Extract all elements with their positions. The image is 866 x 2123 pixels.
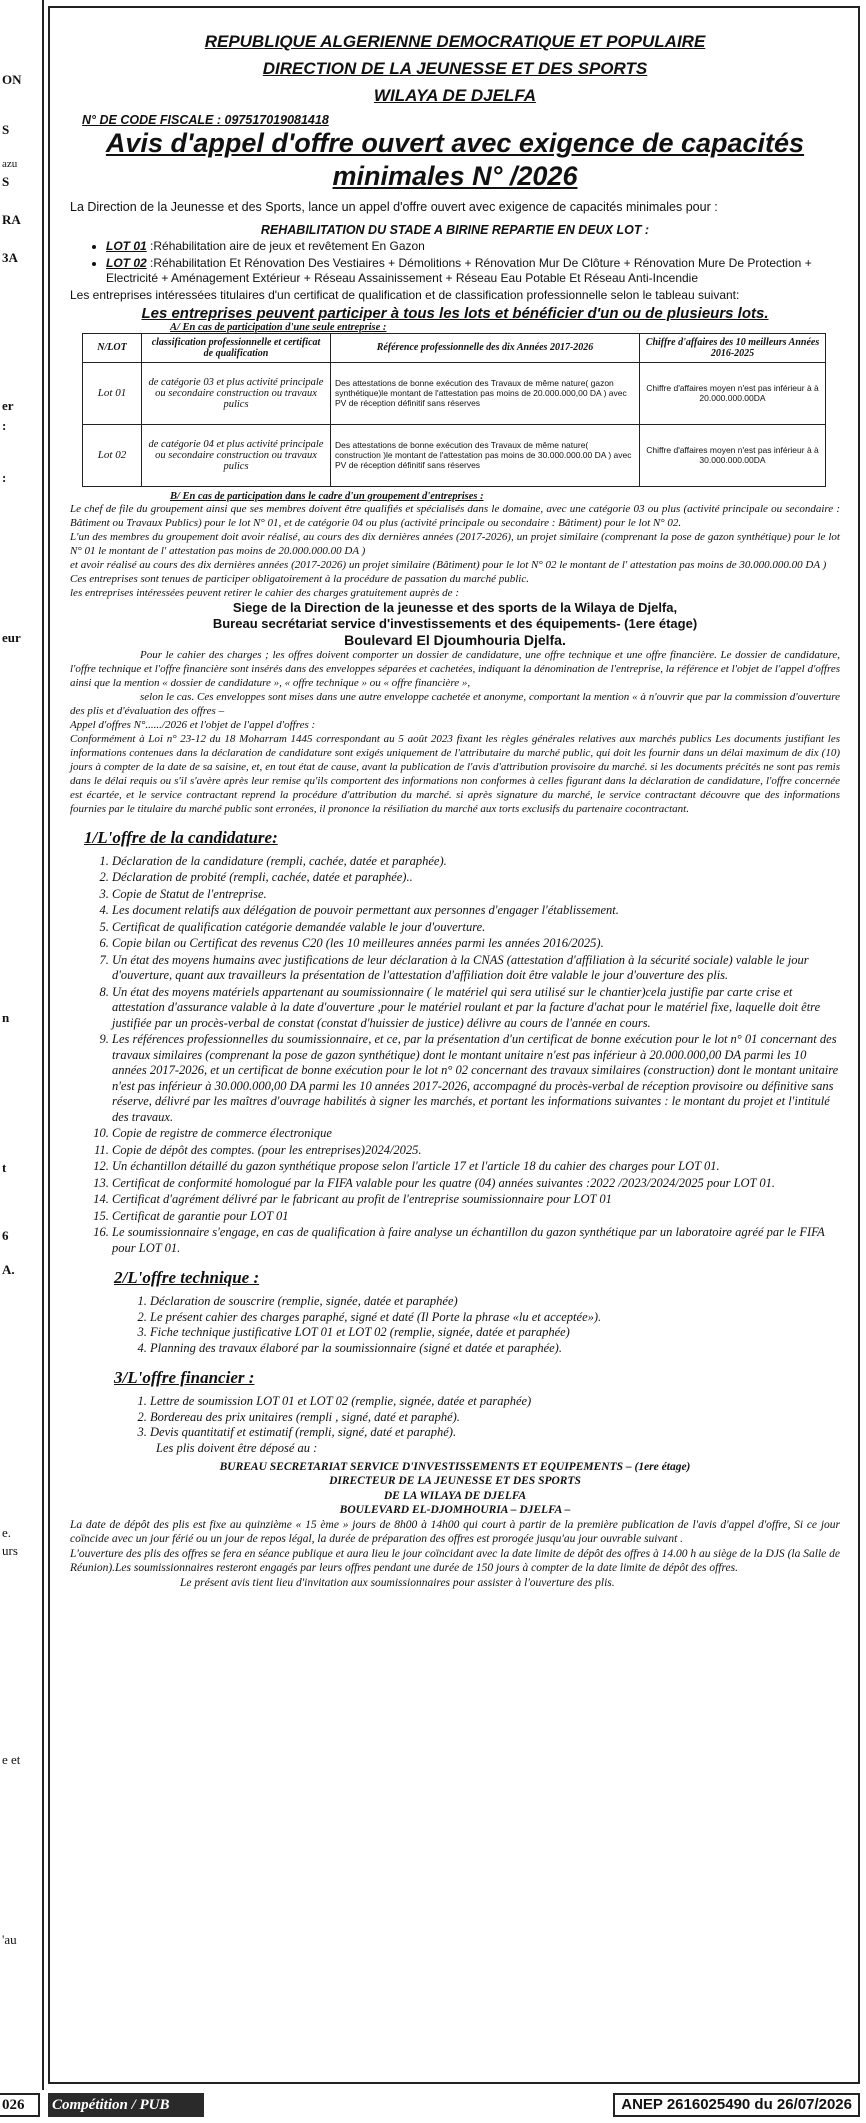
anep-reference: ANEP 2616025490 du 26/07/2026 [613, 2093, 860, 2117]
table-cell-reference: Des attestations de bonne exécution des Travaux de même nature( gazon synthétique)le montant de l'attestation pas moins de 20.000.000,00 DA ) avec PV de réception définitif sans réserves [331, 362, 640, 424]
lot-label: LOT 02 [106, 255, 147, 270]
edge-text: S [2, 122, 10, 137]
project-title: REHABILITATION DU STADE A BIRINE REPARTIE EN DEUX LOT : [260, 223, 650, 237]
lot-text: :Réhabilitation aire de jeux et revêtement En Gazon [146, 239, 425, 253]
deposit-note: Les plis doivent être déposé au : [156, 1440, 318, 1455]
edge-text: t [2, 1160, 7, 1175]
table-cell-lot: Lot 02 [83, 424, 142, 486]
procedure-text: Appel d'offres N°....../2026 et l'objet de l'appel d'offres : [70, 718, 316, 731]
edge-text: : [2, 470, 7, 485]
list-item: 1. Déclaration de souscrire (remplie, signée, datée et paraphée) [150, 1294, 840, 1310]
technique-list [70, 1294, 840, 1356]
bureau-line: DE LA WILAYA DE DJELFA [383, 1489, 527, 1502]
list-item: 4. Planning des travaux élaboré par la soumissionnaire (signé et datée et paraphée). [150, 1341, 840, 1357]
deposit-address [70, 1460, 840, 1518]
list-item: 8. Un état des moyens matériels appartenant au soumissionnaire ( le matériel qui sera utilisé sur le chantier)cela justifie par carte crise et attestation d'assurance valable à la date d'ouverture ,pour le matériel roulant et par la facture d'achat pour le matériel fixe, laquelle doit être justifiée par un procès-verbal de constat (constat d'huissier de justice) délivre au cours de l'année en cours. [112, 985, 840, 1032]
edge-text: A. [2, 1262, 15, 1277]
lots-list [70, 239, 840, 287]
category-badge: Compétition / PUB [48, 2093, 204, 2117]
intro-text: La Direction de la Jeunesse et des Sports, lance un appel d'offre ouvert avec exigence de capacités minimales pour : [70, 200, 718, 214]
financier-list [70, 1394, 840, 1441]
list-item: 13. Certificat de conformité homologué par la FIFA valable pour les quatre (04) années suivantes :2022 /2023/2024/2025 pour LOT 01. [112, 1176, 840, 1192]
siege-line: Bureau secrétariat service d'investissements et des équipements- (1ere étage) [212, 615, 698, 631]
table-cell-lot: Lot 01 [83, 362, 142, 424]
group-text: Le chef de file du groupement ainsi que ses membres doivent être qualifiés et spécialisés dans le domaine, avec une catégorie 03 ou plus (activité principale ou secondaire : Bâtiment ou Travaux Publics) pour le lot N° 01, et de catégorie 04 ou plus (activité principale ou secondaire : Bâtiment) pour le lot N° 02. [70, 502, 840, 529]
qualification-table [82, 333, 826, 487]
list-item: 3. Copie de Statut de l'entreprise. [112, 887, 840, 903]
page-number-fragment: 026 [0, 2093, 40, 2117]
header-direction: DIRECTION DE LA JEUNESSE ET DES SPORTS [262, 59, 648, 78]
closing-text: L'ouverture des plis des offres se fera en séance publique et aura lieu le jour coïncidant avec la date limite de dépôt des offres à 14.00 h au siège de la DJS (la Salle de Réunion).Les soumissionnaires resteront engagés par leurs offres pendant une durée de 150 jours à compter de la date limite de dépôt des offres. [70, 1547, 840, 1574]
edge-text: 3A [2, 250, 18, 265]
table-row [83, 362, 826, 424]
table-cell-reference: Des attestations de bonne exécution des Travaux de même nature( construction )le montant de l'attestation pas moins de 30.000.000.00 DA ) avec PV de réception définitif sans réserves [331, 424, 640, 486]
bureau-line: BOULEVARD EL-DJOMHOURIA – DJELFA – [339, 1504, 571, 1516]
list-item: 2. Le présent cahier des charges paraphé, signé et daté (Il Porte la phrase «lu et acceptée»). [150, 1310, 840, 1326]
siege-line: Boulevard El Djoumhouria Djelfa. [344, 631, 566, 648]
group-paragraph [70, 502, 840, 600]
fiscal-code: N° DE CODE FISCALE : 097517019081418 [82, 113, 329, 127]
procedure-paragraph [70, 648, 840, 816]
table-row [83, 424, 826, 486]
list-item: 3. Fiche technique justificative LOT 01 et LOT 02 (remplie, signée, datée et paraphée) [150, 1325, 840, 1341]
group-text: Ces entreprises sont tenues de participer obligatoirement à la procédure de passation du marché public. [70, 572, 529, 585]
list-item: 16. Le soumissionnaire s'engage, en cas de qualification à faire analyse un échantillon du gazon synthétique par un laboratoire agréé par le FIFA pour LOT 01. [112, 1225, 840, 1256]
title-line-1: Avis d'appel d'offre ouvert avec exigence de capacités [105, 128, 805, 158]
section-candidature-title: 1/L'offre de la candidature: [84, 827, 278, 847]
table-cell-turnover: Chiffre d'affaires moyen n'est pas inférieur à à 30.000.000.00DA [640, 424, 826, 486]
edge-text: 6 [2, 1228, 9, 1243]
edge-text: RA [2, 212, 21, 227]
section-financier-title: 3/L'offre financier : [114, 1368, 255, 1387]
column-header: N/LOT [83, 333, 142, 362]
list-item: 10. Copie de registre de commerce électronique [112, 1126, 840, 1142]
list-item: 11. Copie de dépôt des comptes. (pour les entreprises)2024/2025. [112, 1143, 840, 1159]
candidature-list [70, 854, 840, 1257]
list-item: 2. Déclaration de probité (rempli, cachée, datée et paraphée).. [112, 870, 840, 886]
list-item: 3. Devis quantitatif et estimatif (rempli, signé, daté et paraphé). [150, 1425, 840, 1441]
edge-text: e. [2, 1525, 12, 1540]
edge-text: S [2, 174, 10, 189]
procedure-text: Pour le cahier des charges ; les offres doivent comporter un dossier de candidature, une offre technique et une offre financière. Le dossier de candidature, l'offre technique et l'offre financière sont insérés dans des enveloppes séparées et cachetées, indiquant la dénomination de l'entreprise, la référence et l'objet de l'appel d'offres ainsi que la mention « dossier de candidature », « offre technique » ou « offre financière », [70, 648, 840, 689]
table-cell-category: de catégorie 04 et plus activité principale ou secondaire construction ou travaux pulics [142, 424, 331, 486]
list-item: 6. Copie bilan ou Certificat des revenus C20 (les 10 meilleures années parmi les années 2016/2025). [112, 936, 840, 952]
list-item: 2. Bordereau des prix unitaires (rempli , signé, daté et paraphé). [150, 1410, 840, 1426]
closing-text: La date de dépôt des plis est fixe au quinzième « 15 ème » jours de 8h00 à 14h00 qui court à partir de la première publication de l'avis d'appel d'offre, Si ce jour coïncide avec un jour férié ou un jour de repos légal, la durée de préparation des offres est prorogée jusqu'au jour ouvrable suivant . [70, 1518, 840, 1545]
header-republique: REPUBLIQUE ALGERIENNE DEMOCRATIQUE ET POPULAIRE [204, 32, 706, 51]
group-text: les entreprises intéressées peuvent retirer le cahier des charges gratuitement auprès de : [70, 586, 459, 599]
column-divider [42, 0, 44, 2090]
group-text: L'un des membres du groupement doit avoir réalisé, au cours des dix dernières années (2017-2026), un projet similaire (comprenant la pose de gazon synthétique) pour le lot N° 01 le montant de l' attestation pas moins de 20.000.000.00 DA ) [70, 530, 840, 557]
list-item: 12. Un échantillon détaillé du gazon synthétique propose selon l'article 17 et l'article 18 du cahier des charges pour LOT 01. [112, 1159, 840, 1175]
list-item: 1. Déclaration de la candidature (rempli, cachée, datée et paraphée). [112, 854, 840, 870]
list-item: 14. Certificat d'agrément délivré par le fabricant au profit de l'entreprise soumissionnaire pour LOT 01 [112, 1192, 840, 1208]
edge-text: azu [2, 158, 18, 170]
list-item: 9. Les références professionnelles du soumissionnaire, et ce, par la présentation d'un certificat de bonne exécution pour le lot n° 01 concernant des travaux similaires (comprenant la pose de gazon synthétique) dont le montant unitaire n'est pas inférieur à 20.000.000,00 DA parmi les 10 années 2017-2026, et un certificat de bonne exécution pour le lot n° 02 concernant des travaux similaires (construction) dont le montant unitaire n'est pas inférieur à 30.000.000,00 DA parmi les 10 années 2017-2026, accompagné du procès-verbal de réception provisoire ou définitive sans réserve, délivré par les maîtres d'ouvrage habilités à signer les marchés, et portant les informations suivantes : le montant du projet et l'intitulé des travaux. [112, 1032, 840, 1125]
notice-frame [48, 6, 860, 2084]
eligibility-text: Les entreprises intéressées titulaires d'un certificat de qualification et de classification professionnelle selon le tableau suivant: [70, 287, 740, 302]
table-cell-category: de catégorie 03 et plus activité principale ou secondaire construction ou travaux pulics [142, 362, 331, 424]
list-item: 7. Un état des moyens humains avec justifications de leur déclaration à la CNAS (attestation d'affiliation à la sécurité sociale) valable le jour d'ouverture, quant aux travailleurs la présentation de l'attestation d'affiliation doit être valable le jour d'ouverture des plis. [112, 953, 840, 984]
edge-text: ON [2, 72, 22, 87]
column-header: Référence professionnelle des dix Années 2017-2026 [331, 333, 640, 362]
notice-title [70, 127, 840, 193]
case-a-heading: A/ En cas de participation d'une seule entreprise : [170, 321, 387, 333]
lot-item [106, 256, 840, 287]
left-edge-fragments [0, 0, 42, 2123]
list-item: 5. Certificat de qualification catégorie demandée valable le jour d'ouverture. [112, 920, 840, 936]
list-item: 4. Les document relatifs aux délégation de pouvoir permettant aux personnes d'engager l'établissement. [112, 903, 840, 919]
lot-text: :Réhabilitation Et Rénovation Des Vestiaires + Démolitions + Rénovation Mur De Clôture + Rénovation Mure De Protection + Electricité + Aménagement Extérieur + Réseau Assainissement + Réseau Eau Potable Et Réseau Anti-Incendie [106, 255, 812, 285]
procedure-text: Conformément à Loi n° 23-12 du 18 Moharram 1445 correspondant au 5 août 2023 fixant les règles générales relatives aux marchés publics Les documents justifiant les informations contenues dans la déclaration de candidature sont exigés uniquement de l'attributaire du marché public, qui doit les fournir dans un délai maximum de dix (10) jours à compter de la date de sa saisine, et, en tout état de cause, avant la publication de l'avis d'attribution provisoire du marché. si les documents précités ne sont pas remis dans le délai requis ou s'il s'avère après leur remise qu'ils comportent des informations non conformes à celles figurant dans la déclaration de candidature, l'offre concernée est écartée, et le service contractant reprend la procédure d'attribution du marché. si après signature du marché, le service contractant découvre que des informations fournies par le titulaire du marché public sont erronées, il prononce la résiliation du marché aux torts exclusifs du partenaire cocontractant. [70, 732, 840, 815]
bureau-line: DIRECTEUR DE LA JEUNESSE ET DES SPORTS [329, 1475, 581, 1487]
lot-item [106, 239, 840, 255]
page-footer [0, 2090, 866, 2123]
bureau-line: BUREAU SECRETARIAT SERVICE D'INVESTISSEMENTS ET EQUIPEMENTS – (1ere étage) [219, 1460, 691, 1473]
closing-text: Le présent avis tient lieu d'invitation aux soumissionnaires pour assister à l'ouverture des plis. [180, 1576, 615, 1589]
edge-text: n [2, 1010, 10, 1025]
edge-text: : [2, 418, 7, 433]
list-item: 15. Certificat de garantie pour LOT 01 [112, 1209, 840, 1225]
table-header-row [83, 333, 826, 362]
closing-paragraph [70, 1518, 840, 1591]
title-line-2: minimales N° /2026 [332, 161, 578, 191]
withdrawal-location [70, 600, 840, 648]
list-item: 1. Lettre de soumission LOT 01 et LOT 02 (remplie, signée, datée et paraphée) [150, 1394, 840, 1410]
edge-text: 'au [2, 1932, 17, 1947]
edge-text: eur [2, 630, 21, 645]
section-technique-title: 2/L'offre technique : [114, 1268, 260, 1287]
group-text: et avoir réalisé au cours des dix dernières années (2017-2026) un projet similaire (Bâtiment) pour le lot N° 02 le montant de l' attestation pas moins de 30.000.000.00 DA ) [70, 558, 827, 571]
table-cell-turnover: Chiffre d'affaires moyen n'est pas inférieur à à 20.000.000.00DA [640, 362, 826, 424]
participation-note: Les entreprises peuvent participer à tous les lots et bénéficier d'un ou de plusieurs lots. [141, 304, 769, 322]
column-header: Chiffre d'affaires des 10 meilleurs Années 2016-2025 [640, 333, 826, 362]
siege-line: Siege de la Direction de la jeunesse et des sports de la Wilaya de Djelfa, [232, 599, 678, 615]
procedure-text: selon le cas. Ces enveloppes sont mises dans une autre enveloppe cachetée et anonyme, comportant la mention « à n'ouvrir que par la commission d'ouverture des plis et d'évaluation des offres – [70, 690, 840, 717]
case-b-heading: B/ En cas de participation dans le cadre d'un groupement d'entreprises : [170, 490, 484, 502]
edge-text: er [2, 398, 14, 413]
lot-label: LOT 01 [106, 239, 147, 253]
edge-text: urs [2, 1543, 18, 1558]
header-wilaya: WILAYA DE DJELFA [373, 86, 537, 105]
edge-text: e et [2, 1752, 21, 1767]
column-header: classification professionnelle et certificat de qualification [142, 333, 331, 362]
